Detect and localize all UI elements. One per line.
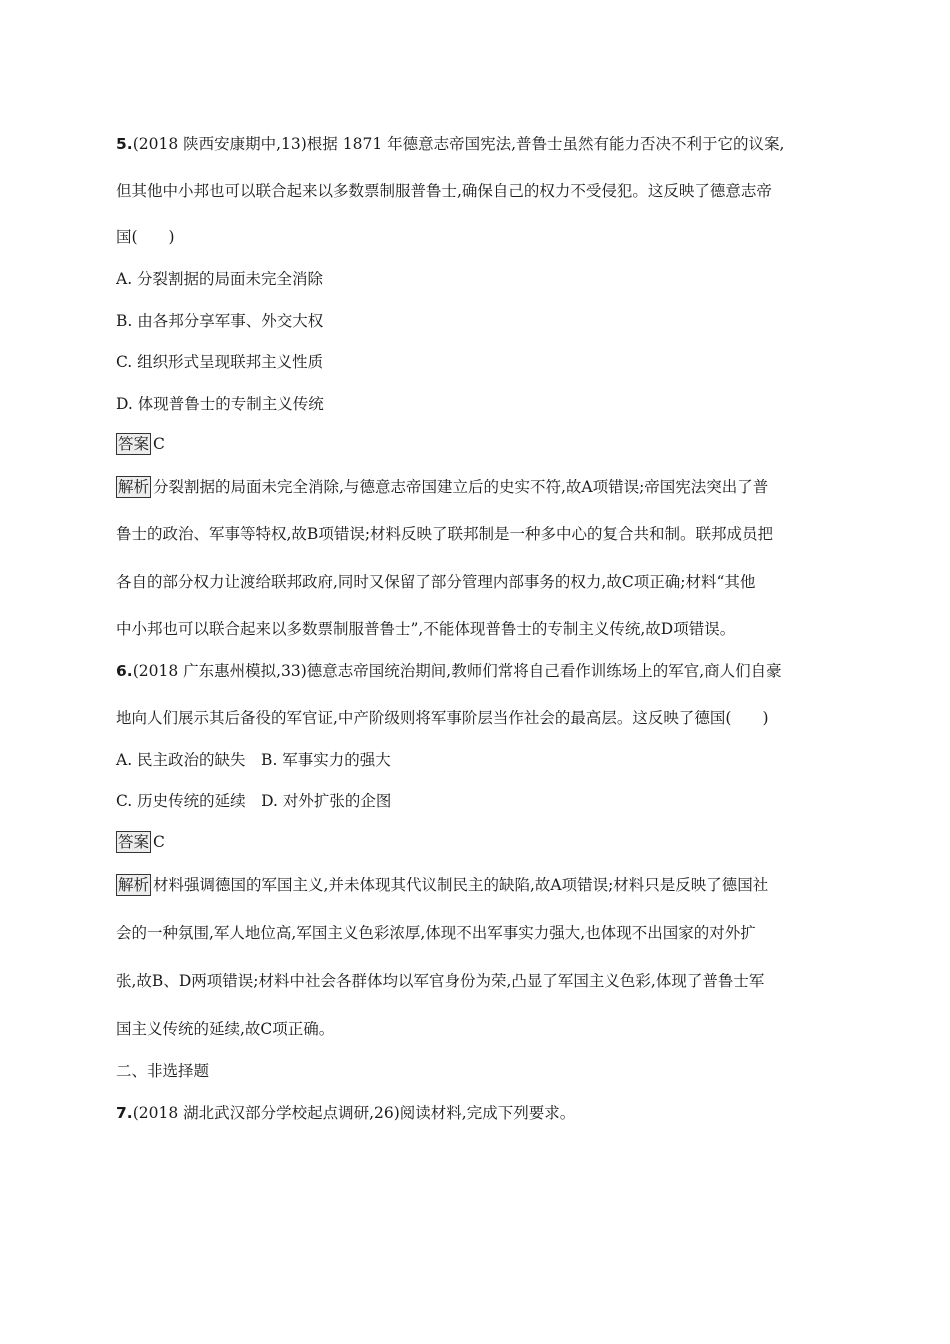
q5-option-d: D. 体现普鲁士的专制主义传统	[116, 395, 324, 413]
q5-answer	[116, 433, 165, 455]
q5-number: 5.	[116, 135, 133, 153]
q5-stem-line-3: 国( )	[116, 228, 175, 246]
q6-analysis-line-2: 会的一种氛围,军人地位高,军国主义色彩浓厚,体现不出军事实力强大,也体现不出国家的对外扩	[116, 924, 756, 942]
q5-analysis-line-2: 鲁士的政治、军事等特权,故B项错误;材料反映了联邦制是一种多中心的复合共和制。联邦成员把	[116, 525, 774, 543]
answer-value: C	[153, 435, 165, 453]
q5-option-b: B. 由各邦分享军事、外交大权	[116, 312, 324, 330]
q6-analysis-line-3: 张,故B、D两项错误;材料中社会各群体均以军官身份为荣,凸显了军国主义色彩,体现了普鲁士军	[116, 972, 765, 990]
q7-stem-line-1: 7.(2018 湖北武汉部分学校起点调研,26)阅读材料,完成下列要求。	[116, 1104, 576, 1122]
q6-number: 6.	[116, 662, 133, 680]
q6-analysis-line-1: 解析 材料强调德国的军国主义,并未体现其代议制民主的缺陷,故A项错误;材料只是反映了德国社	[118, 876, 769, 894]
q5-analysis-line-3: 各自的部分权力让渡给联邦政府,同时又保留了部分管理内部事务的权力,故C项正确;材料“其他	[116, 573, 756, 591]
q6-stem-line-1: 6.(2018 广东惠州模拟,33)德意志帝国统治期间,教师们常将自己看作训练场上的军官,商人们自豪	[116, 662, 782, 680]
q6-analysis-line-4: 国主义传统的延续,故C项正确。	[116, 1020, 335, 1038]
q7-number: 7.	[116, 1104, 133, 1122]
analysis-tag: 解析	[118, 876, 150, 894]
q5-stem-line-2: 但其他中小邦也可以联合起来以多数票制服普鲁士,确保自己的权力不受侵犯。这反映了德意志帝	[116, 182, 772, 200]
q5-analysis-line-1: 解析 分裂割据的局面未完全消除,与德意志帝国建立后的史实不符,故A项错误;帝国宪法突出了普	[118, 478, 769, 496]
section-title: 二、非选择题	[116, 1062, 210, 1080]
answer-tag: 答案	[118, 833, 150, 851]
analysis-tag: 解析	[118, 478, 150, 496]
q6-stem-line-2: 地向人们展示其后备役的军官证,中产阶级则将军事阶层当作社会的最高层。这反映了德国( )	[116, 709, 769, 727]
answer-tag: 答案	[118, 435, 150, 453]
q5-analysis-line-4: 中小邦也可以联合起来以多数票制服普鲁士”,不能体现普鲁士的专制主义传统,故D项错误。	[116, 620, 736, 638]
answer-value: C	[153, 833, 165, 851]
q5-option-a: A. 分裂割据的局面未完全消除	[116, 270, 324, 288]
q6-options-row-1: A. 民主政治的缺失 B. 军事实力的强大	[116, 751, 391, 769]
q5-option-c: C. 组织形式呈现联邦主义性质	[116, 353, 324, 371]
q5-stem-line-1: 5.(2018 陕西安康期中,13)根据 1871 年德意志帝国宪法,普鲁士虽然有能力否决不利于它的议案,	[116, 135, 785, 153]
q6-options-row-2: C. 历史传统的延续 D. 对外扩张的企图	[116, 792, 392, 810]
q6-answer	[116, 831, 165, 853]
